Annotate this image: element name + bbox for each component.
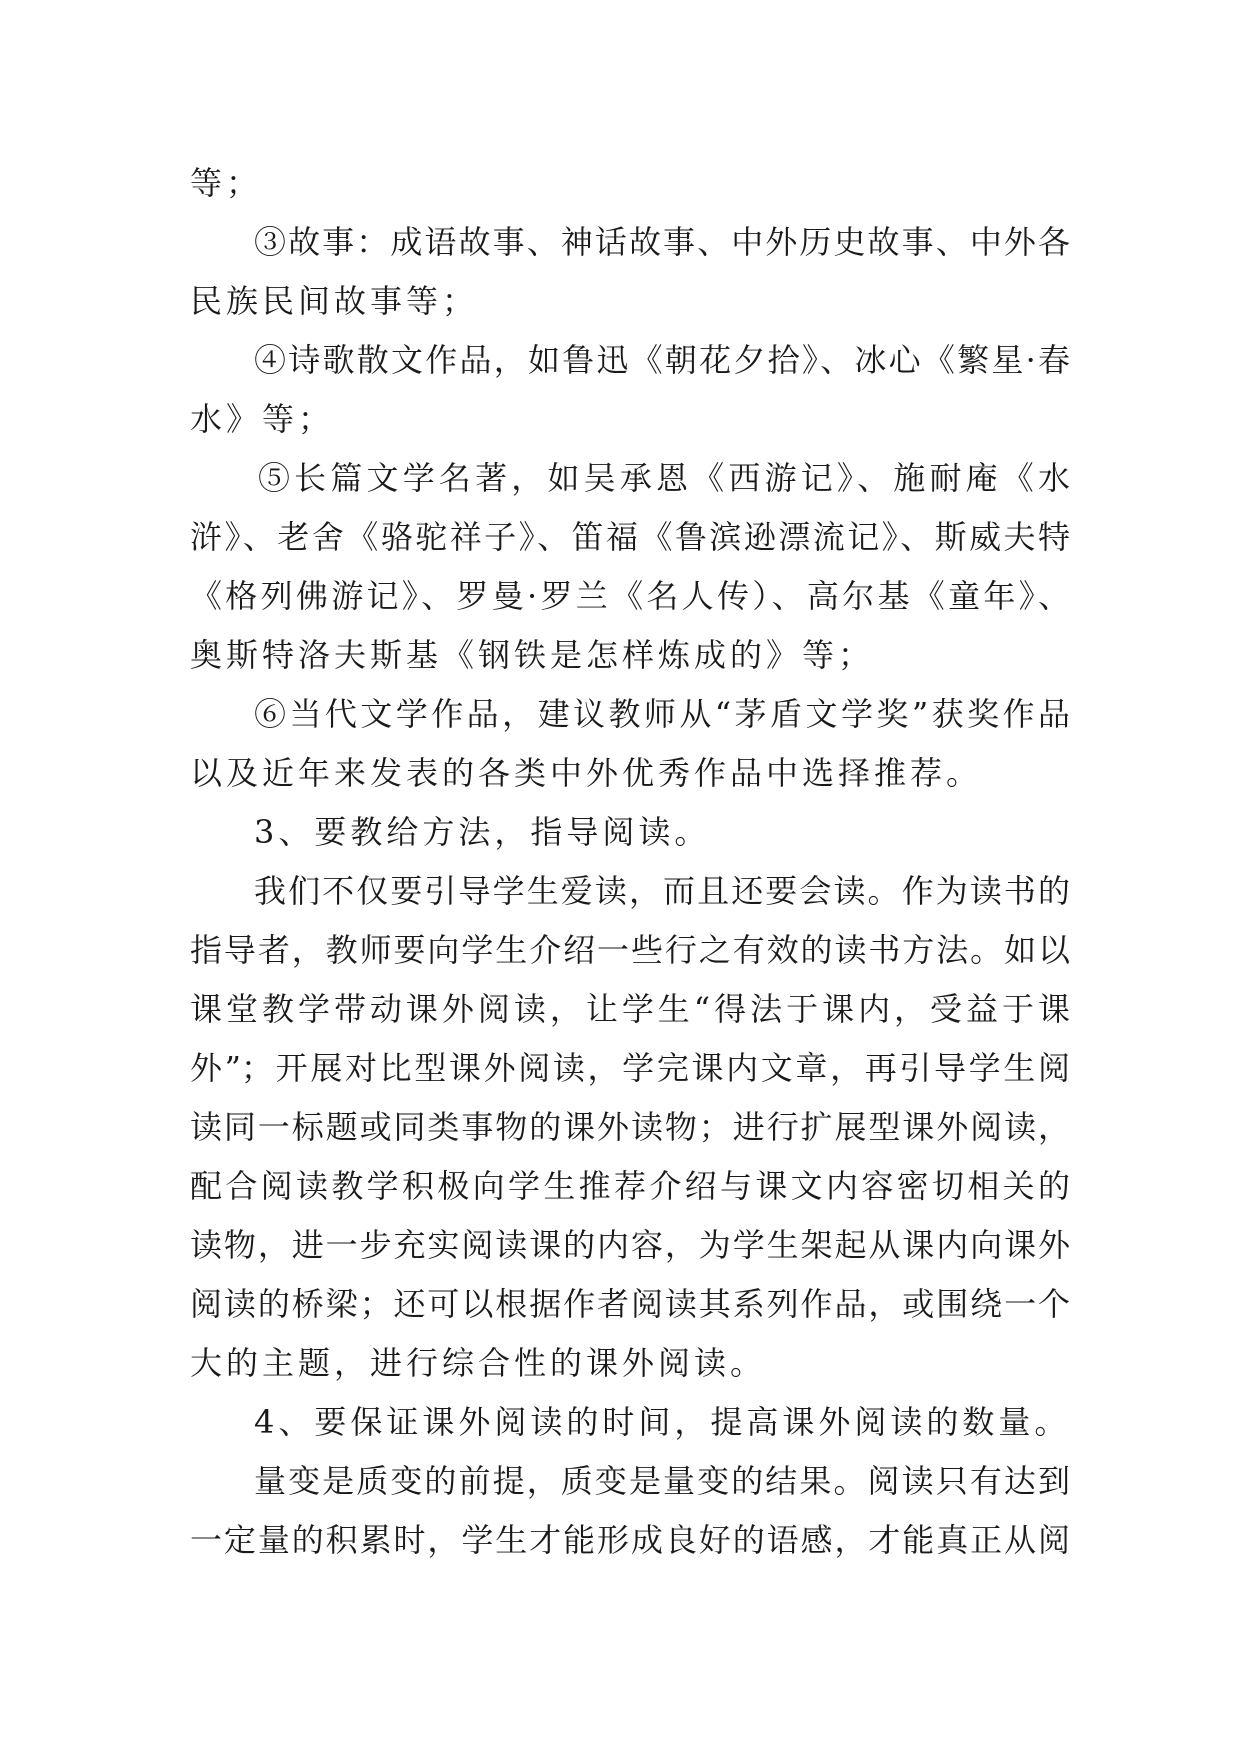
text-line: 课堂教学带动课外阅读，让学生“得法于课内，受益于课 — [190, 990, 1070, 1028]
text-line: 4、要保证课外阅读的时间，提高课外阅读的数量。 — [254, 1403, 1071, 1441]
text-line: 配合阅读教学积极向学生推荐介绍与课文内容密切相关的 — [190, 1167, 1070, 1205]
text-line: 3、要教给方法，指导阅读。 — [254, 813, 711, 851]
text-line: 读物，进一步充实阅读课的内容，为学生架起从课内向课外 — [190, 1226, 1070, 1264]
text-line: ⑤长篇文学名著，如吴承恩《西游记》、施耐庵《水 — [258, 459, 1070, 497]
text-line: ④诗歌散文作品，如鲁迅《朝花夕拾》、冰心《繁星·春 — [254, 341, 1070, 379]
text-line: 水》等； — [190, 400, 335, 438]
text-line: 我们不仅要引导学生爱读，而且还要会读。作为读书的 — [254, 872, 1070, 910]
text-line: 量变是质变的前提，质变是量变的结果。阅读只有达到 — [254, 1462, 1070, 1500]
text-line: 奥斯特洛夫斯基《钢铁是怎样炼成的》等； — [190, 636, 875, 674]
text-line: ⑥当代文学作品，建议教师从“茅盾文学奖”获奖作品 — [254, 695, 1070, 733]
text-line: 外”；开展对比型课外阅读，学完课内文章，再引导学生阅 — [190, 1049, 1070, 1087]
text-line: 一定量的积累时，学生才能形成良好的语感，才能真正从阅 — [190, 1521, 1070, 1559]
text-line: 《格列佛游记》、罗曼·罗兰《名人传）、高尔基《童年》、 — [190, 577, 1070, 615]
text-line: 等； — [190, 164, 263, 202]
text-line: 阅读的桥梁；还可以根据作者阅读其系列作品，或围绕一个 — [190, 1285, 1070, 1323]
text-line: 浒》、老舍《骆驼祥子》、笛福《鲁滨逊漂流记》、斯威夫特 — [190, 518, 1070, 556]
text-line: 民族民间故事等； — [190, 282, 479, 320]
text-line: 读同一标题或同类事物的课外读物；进行扩展型课外阅读， — [190, 1108, 1070, 1146]
text-line: 大的主题，进行综合性的课外阅读。 — [190, 1344, 767, 1382]
text-line: 以及近年来发表的各类中外优秀作品中选择推荐。 — [190, 754, 983, 792]
text-line: ③故事：成语故事、神话故事、中外历史故事、中外各 — [254, 223, 1070, 261]
text-line: 指导者，教师要向学生介绍一些行之有效的读书方法。如以 — [190, 931, 1070, 969]
